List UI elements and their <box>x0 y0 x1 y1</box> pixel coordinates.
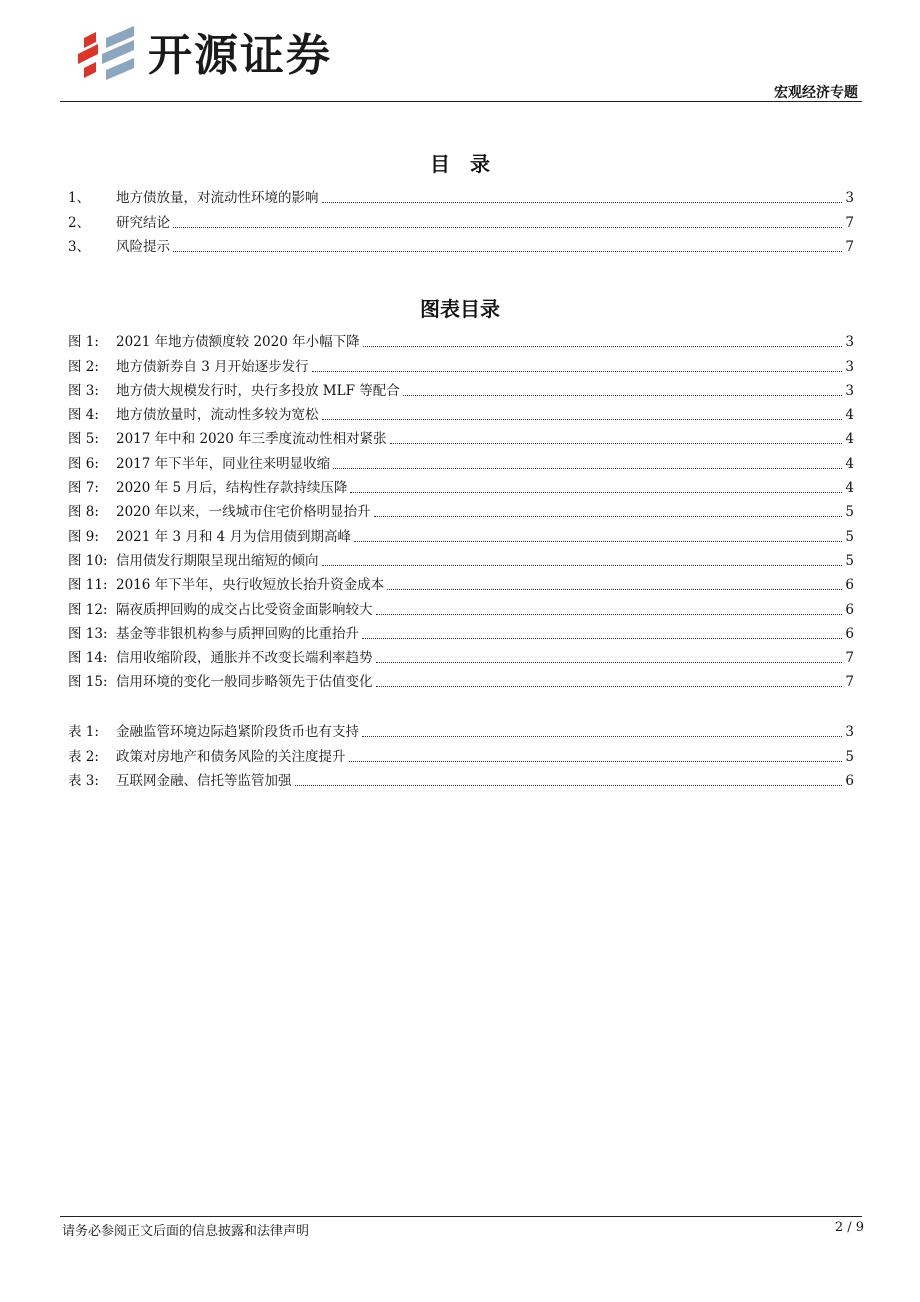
toc-entry-number: 表 1: <box>68 724 99 741</box>
contents-list <box>68 183 854 256</box>
toc-entry-page: 6 <box>845 625 854 642</box>
toc-entry-label: 信用债发行期限呈现出缩短的倾向 <box>116 552 319 569</box>
toc-dot-leader <box>363 345 843 347</box>
page-indicator: 2 / 9 <box>834 1220 864 1235</box>
toc-dot-leader <box>376 613 843 615</box>
figure-entry[interactable] <box>68 473 854 497</box>
toc-entry-page: 4 <box>845 407 854 424</box>
toc-entry-label: 政策对房地产和债务风险的关注度提升 <box>116 748 346 765</box>
figure-entry[interactable] <box>68 497 854 521</box>
toc-entry-number: 图 5: <box>68 431 99 448</box>
figure-entry[interactable] <box>68 546 854 570</box>
toc-entry-label: 研究结论 <box>116 214 170 231</box>
toc-dot-leader <box>350 491 842 493</box>
toc-entry-page: 7 <box>845 214 854 231</box>
toc-entry-number: 图 15: <box>68 674 108 691</box>
footer-disclaimer: 请务必参阅正文后面的信息披露和法律声明 <box>62 1224 310 1239</box>
toc-entry-label: 2021 年 3 月和 4 月为信用债到期高峰 <box>116 528 351 545</box>
toc-entry-page: 5 <box>845 504 854 521</box>
table-entry[interactable] <box>68 766 854 790</box>
toc-dot-leader <box>173 250 842 252</box>
figure-entry[interactable] <box>68 643 854 667</box>
toc-entry-number: 图 13: <box>68 625 108 642</box>
toc-entry-page: 7 <box>845 238 854 255</box>
toc-entry-label: 2017 年中和 2020 年三季度流动性相对紧张 <box>116 431 387 448</box>
toc-entry-page: 3 <box>845 358 854 375</box>
toc-entry-number: 图 9: <box>68 528 99 545</box>
toc-entry-number: 图 1: <box>68 334 99 351</box>
tables-list <box>68 717 854 790</box>
toc-entry-label: 金融监管环境边际趋紧阶段货币也有支持 <box>116 724 359 741</box>
toc-dot-leader <box>390 442 843 444</box>
figure-entry[interactable] <box>68 448 854 472</box>
logo-mark-icon <box>76 26 140 82</box>
table-entry[interactable] <box>68 717 854 741</box>
figure-entry[interactable] <box>68 351 854 375</box>
toc-entry-page: 5 <box>845 528 854 545</box>
toc-dot-leader <box>362 637 842 639</box>
toc-dot-leader <box>322 201 843 203</box>
report-type-label: 宏观经济专题 <box>774 85 858 101</box>
toc-entry-number: 图 12: <box>68 601 108 618</box>
toc-entry-label: 2016 年下半年，央行收短放长抬升资金成本 <box>116 577 385 594</box>
toc-dot-leader <box>312 370 843 372</box>
toc-entry-label: 2021 年地方债额度较 2020 年小幅下降 <box>116 334 360 351</box>
figure-entry[interactable] <box>68 376 854 400</box>
toc-dot-leader <box>349 760 843 762</box>
toc-entry-label: 地方债放量时，流动性多较为宽松 <box>116 407 319 424</box>
toc-entry-number: 图 8: <box>68 504 99 521</box>
figure-entry[interactable] <box>68 619 854 643</box>
toc-entry-number: 表 2: <box>68 748 99 765</box>
toc-entry-number: 图 11: <box>68 577 108 594</box>
toc-entry-page: 7 <box>845 650 854 667</box>
toc-entry-page: 5 <box>845 748 854 765</box>
toc-entry-number: 表 3: <box>68 772 99 789</box>
toc-entry-page: 7 <box>845 674 854 691</box>
toc-entry-page: 3 <box>845 382 854 399</box>
toc-dot-leader <box>374 515 843 517</box>
figures-list <box>68 327 854 691</box>
toc-entry-number: 图 14: <box>68 650 108 667</box>
toc-entry-page: 4 <box>845 455 854 472</box>
toc-dot-leader <box>173 226 842 228</box>
toc-entry-number: 图 4: <box>68 407 99 424</box>
toc-entry-label: 地方债大规模发行时，央行多投放 MLF 等配合 <box>116 382 400 399</box>
toc-dot-leader <box>322 564 843 566</box>
toc-entry-label: 互联网金融、信托等监管加强 <box>116 772 292 789</box>
toc-dot-leader <box>295 784 843 786</box>
toc-entry-number: 图 6: <box>68 455 99 472</box>
toc-entry-number: 1、 <box>68 190 91 207</box>
figures-title: 图表目录 <box>420 297 500 321</box>
footer-divider <box>60 1216 862 1217</box>
logo-text: 开源证券 <box>148 30 332 81</box>
toc-entry-number: 3、 <box>68 238 91 255</box>
figure-entry[interactable] <box>68 424 854 448</box>
page-header <box>0 0 920 105</box>
toc-entry-page: 3 <box>845 724 854 741</box>
contents-entry[interactable] <box>68 232 854 256</box>
toc-entry-label: 隔夜质押回购的成交占比受资金面影响较大 <box>116 601 373 618</box>
figure-entry[interactable] <box>68 570 854 594</box>
toc-entry-label: 2017 年下半年，同业往来明显收缩 <box>116 455 331 472</box>
toc-entry-label: 信用环境的变化一般同步略领先于估值变化 <box>116 674 373 691</box>
toc-entry-page: 4 <box>845 480 854 497</box>
toc-dot-leader <box>333 467 842 469</box>
toc-entry-page: 6 <box>845 772 854 789</box>
toc-entry-page: 6 <box>845 601 854 618</box>
toc-entry-number: 图 7: <box>68 480 99 497</box>
toc-entry-label: 地方债放量，对流动性环境的影响 <box>116 190 319 207</box>
toc-dot-leader <box>376 685 843 687</box>
header-divider <box>60 101 862 102</box>
company-logo <box>76 26 356 86</box>
toc-dot-leader <box>354 540 842 542</box>
toc-entry-label: 2020 年以来，一线城市住宅价格明显抬升 <box>116 504 371 521</box>
toc-entry-page: 4 <box>845 431 854 448</box>
figure-entry[interactable] <box>68 667 854 691</box>
toc-dot-leader <box>387 588 842 590</box>
toc-entry-number: 图 3: <box>68 382 99 399</box>
toc-dot-leader <box>403 394 843 396</box>
toc-entry-number: 2、 <box>68 214 91 231</box>
contents-title: 目 录 <box>430 152 490 176</box>
toc-dot-leader <box>362 735 842 737</box>
toc-entry-number: 图 10: <box>68 552 108 569</box>
figure-entry[interactable] <box>68 327 854 351</box>
toc-entry-page: 6 <box>845 577 854 594</box>
toc-dot-leader <box>322 418 843 420</box>
toc-entry-number: 图 2: <box>68 358 99 375</box>
contents-entry[interactable] <box>68 183 854 207</box>
toc-entry-page: 3 <box>845 190 854 207</box>
contents-entry[interactable] <box>68 207 854 231</box>
toc-entry-label: 信用收缩阶段，通胀并不改变长端利率趋势 <box>116 650 373 667</box>
table-entry[interactable] <box>68 741 854 765</box>
toc-entry-label: 基金等非银机构参与质押回购的比重抬升 <box>116 625 359 642</box>
toc-dot-leader <box>376 661 843 663</box>
toc-entry-page: 3 <box>845 334 854 351</box>
toc-entry-label: 2020 年 5 月后，结构性存款持续压降 <box>116 480 348 497</box>
toc-entry-page: 5 <box>845 552 854 569</box>
figure-entry[interactable] <box>68 400 854 424</box>
figure-entry[interactable] <box>68 594 854 618</box>
toc-entry-label: 风险提示 <box>116 238 170 255</box>
toc-entry-label: 地方债新券自 3 月开始逐步发行 <box>116 358 309 375</box>
figure-entry[interactable] <box>68 521 854 545</box>
